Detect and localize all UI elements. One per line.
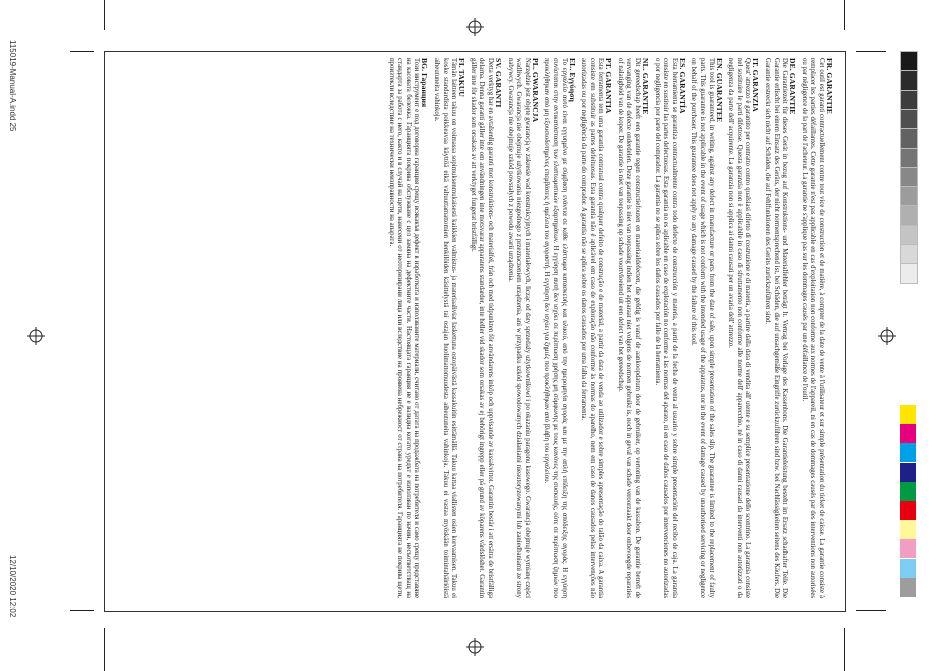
section-text: Narzędzie jest objęte gwarancją w zakresie wad konstrukcyjnych i materiałowych, licząc od daty sprzedaży użytkownikowi i po okazaniu paragonu kasowego. Gwarancja obejmuje wymianę części wadliwych. Gwarancja nie obejmuje użytkowania niezgodnego z przeznaczeniem urządzenia, ani w przypadku szkód spowodowanych działaniami nieautoryzowanymi lub zaniedbaniami ze strony nabywcy. Gwarancja nie obejmuje szkód powstałych z powodu awarii urządzenia. (506, 58, 531, 598)
section-text: Die Garantiezeit für dieses Gerät in bezug auf Konstruktions- und Materialfehler beträgt It. Vertrag bei Vorlage des Kassenbons. Die Garantieleistung besteht im Ersatz schadhafter Teile. Die Garantie erlischt bei einem Einsatz des Geräts, der nicht normentsprechend ist, bei Schäden, die auf unsachgemäße Eingriffe zurückzuführen sind bzw. bei Nachlässigkeiten seitens des Käufers. Die Garantie erstreckt sich nicht auf Schäden, die auf Fehlfunktionen des Geräts zurückzuführen sind. (764, 58, 789, 598)
section-title: BG. Гаранция (420, 58, 430, 108)
guarantee-section (431, 58, 466, 598)
slug-date-time: 12/10/2020 12:02 (8, 555, 17, 618)
gray-swatch (900, 263, 918, 284)
color-swatch (900, 405, 916, 424)
color-swatch (900, 443, 916, 462)
color-swatch (900, 578, 916, 597)
gray-swatch (900, 205, 918, 226)
guarantee-section (386, 58, 429, 598)
guarantee-section (579, 58, 614, 598)
registration-target-icon (27, 327, 45, 345)
section-title: ES. GARANTÍA (677, 58, 687, 114)
gray-swatch (900, 109, 918, 130)
gray-swatch (900, 90, 918, 111)
guarantee-section (726, 58, 761, 598)
section-text: Dit gereedschap heeft een garantie tegen constructiefouten en materiaaldefecten, die geldig is vanaf de aankoopdatum door de gebruiker, op vertoning van de kassabon. De garantie betreft de vervanging van de defecte onderdelen. Deze garantie is niet van toepassing indien het apparaat niet volgens de normen gebruikt is, noch in geval van schade veroorzaakt door onbevoegde reparaties of nalatigheid van de koper. De garantie is niet van toepassing op schade voortvloeiend uit een defect van het gereedschap. (616, 58, 642, 598)
gray-swatch (900, 51, 918, 72)
crop-mark-bottom-left-v (104, 628, 105, 671)
crop-mark-top-left-v (104, 0, 105, 30)
section-title: NL. GARANTIE (641, 58, 651, 115)
gray-swatch (900, 148, 918, 169)
crop-mark-bottom-left-h (70, 610, 94, 611)
color-swatch (900, 539, 916, 558)
guarantee-section (652, 58, 687, 598)
color-swatch (900, 501, 916, 520)
guarantee-section (542, 58, 577, 598)
section-title: PT. GARANTIA (604, 58, 614, 114)
registration-target-icon (878, 327, 896, 345)
section-title: SV. GARANTI (493, 58, 503, 108)
section-text: Το εργαλείο αυτό είναι εγγυημένο με σύμβαση ενάντια σε κάθε ελάττωμα κατασκευής και υλικού, από την ημερομηνία αγοράς και με την απλή επίδειξη της απόδειξης αγοράς. Η εγγύηση συνίσταται στην αντικατάσταση των ελαττωματικών εξαρτημάτων. Η εγγύηση αυτή δεν ισχύει σε περίπτωση χρήσης μη σύμφωνης με τους κανόνες της συσκευής, ούτε σε περίπτωση ζημιών που προκλήθηκαν από μη εξουσιοδοτημένες επεμβάσεις ή αμέλεια του αγοραστή. Η εγγύηση δεν ισχύει για ζημιές που προκλήθηκαν από βλάβη του εργαλείου. (543, 58, 568, 598)
crop-mark-bottom-right-h (856, 610, 886, 611)
section-title: EN. GUARANTEE (714, 58, 724, 123)
crop-mark-bottom-right-v (844, 628, 845, 671)
crop-mark-top-right-h (856, 51, 886, 52)
crop-mark-top-right-v (844, 0, 845, 30)
section-text: This tool is guaranteed, in writing, against any defect in manufacture or parts from the date of sale, upon simple presentation of the sales slip. The guarantee is limited to the replacement of faulty parts. This guarantee is not applicable in the event of usage which is not conform with the intended usage of the apparatus, nor in the event of damage caused by unauthorised servicing or negligence on behalf of the purchaser. This guarantee does not apply to any damage caused by the failure of this tool. (690, 58, 715, 598)
section-text: Esta ferramenta tem uma garantia contratual contra qualquer defeito de construção e de material, a partir da data de venda ao utilizador e sobre simples apresentação do talão da caixa. A garantia consiste em substituir as partes defeituosas. Esta garantia não é aplicável em caso de exploração não conforme às normas do aparelho, nem em caso de danos causados pelas intervenções não autorizadas ou por negligência da parte do comprador. A garantia não se aplica sobre os danos causados por uma falha da ferramenta. (580, 58, 605, 598)
section-title: IT. GARANZIA (751, 58, 761, 112)
section-title: DE. GARANTIE (788, 58, 798, 115)
section-text: Cet outil est garanti contractuellement contre tout vice de construction et de matière, à compter de la date de vente à l'utilisateur et sur simple présentation du ticket de caisse. La garantie consiste à remplacer les parties défaillantes. Cette garantie n'est pas applicable en cas d'exploitation non conforme aux normes de l'appareil, ni en cas de dommages causés par des interventions non autorisées ou par négligence de la part de l'acheteur. La garantie ne s'applique pas sur les dommages causés par une défaillance de l'outil. (800, 58, 825, 598)
guarantee-section (799, 58, 834, 598)
gray-swatch (900, 186, 918, 207)
guarantee-text-block (110, 58, 834, 598)
color-swatch (900, 424, 916, 443)
color-swatch (900, 520, 916, 539)
guarantee-section (505, 58, 540, 598)
gray-swatch (900, 244, 918, 265)
section-text: Tämän laitteen takuu on voimassa sopimuksenmukaisesti kaikkien valmistus- ja materiaaliviat laskettuna ostopäivästä kassakuitin esittämällä. Takuu kattaa viallisten osien korvaamisen. Takuu ei koske standardista poikkeavaa käyttöä eikä valtuuttamattomien henkilöiden käsittelystä tai ostajan huolimattomuudesta aiheutuneita vahinkoja. Takuu ei vastaa myöskään toimintahäiriöistä aiheutuneita vahinkoja. (433, 58, 458, 598)
section-text: Detta verktyg har en avtalsenlig garanti mot konstruktions- och materialfel, från och med tidpunkten för användarens inköp och uppvisande av kassakvittot. Garantin består i att ersätta de bristfälliga delarna. Denna garanti gäller inte om användningen inte motsvarar apparatens standarder, inte heller vid skador som orsakas av ej behörigt ingrepp eller på grund av köparens vårdslöshet. Garantin gäller inte för skador som orsakats av att verktyget fungerat bristfälligt. (469, 58, 494, 598)
guarantee-section (615, 58, 650, 598)
section-title: FR. GARANTIE (825, 58, 834, 115)
gray-swatch (900, 225, 918, 246)
section-text: Esta herramienta se garantiza contractualmente contra todo defecto de construcción y materia, a partir de la fecha de venta al usuario y sobre simple presentación del recibo de caja. La garantía consiste en sustituir las partes defectuosas. Esta garantía no es aplicable en caso de explotación no conforme a las normas del aparato, ni en caso de daños causados por intervenciones no autorizadas o por negligencia por parte del comprador. La garantía no se aplica sobre los daños causados por fallo de la herramienta. (653, 58, 678, 598)
section-text: Този инструмент е под договорна гаранция срещу всякакъв дефект в изработката и използваните материали, считано от датата на продажбата на потребителя и само срещу представяне на касовата бележка. Гаранцията покрива обслужване с цел замяна на дефектните части. Настоящата гаранция не е валидна когато уредът е използван по начин, несъответстващ на стандарта за работа с него, както и в случай на щети, нанесени от неоторизирани лица или вследствие на проявена небрежност от страна на потребителя. Гаранцията не покрива щети, произтекли вследствие на технически неизправности на апарата. (387, 58, 421, 598)
color-swatch (900, 482, 916, 501)
gray-swatch (900, 167, 918, 188)
section-title: FI. TAKUU (457, 58, 467, 98)
section-title: EL. Εγγύηση (567, 58, 577, 102)
guarantee-section (762, 58, 797, 598)
crop-mark-top-left-h (70, 51, 94, 52)
registration-target-icon (466, 18, 484, 36)
slug-file-name: 115019-Manual-A.indd 25 (8, 40, 17, 132)
color-swatch (900, 463, 916, 482)
section-text: Quest' attrezzo è garantito per contratto contro qualsiasi difetto di costruzione e di materia, a partire dalla data di vendita all' utente e su semplice presentazione dello scontrino. La garanzia consiste nel sostituire le parti difettose. Questa garanzia non è applicabile in caso di sfruttamento non conforme alle norme dell' apparecchio, né in caso di danni causati da interventi non autorizzati o da negligenza da parte dell' acquirente. La garanzia non si applica ai danni causati per un avaria dell' attrezzo. (727, 58, 752, 598)
gray-swatch (900, 70, 918, 91)
gray-swatch (900, 128, 918, 149)
guarantee-section (468, 58, 503, 598)
registration-target-icon (466, 638, 484, 656)
section-title: PL. GWARANCJA (530, 58, 540, 123)
guarantee-section (689, 58, 724, 598)
color-swatch (900, 559, 916, 578)
